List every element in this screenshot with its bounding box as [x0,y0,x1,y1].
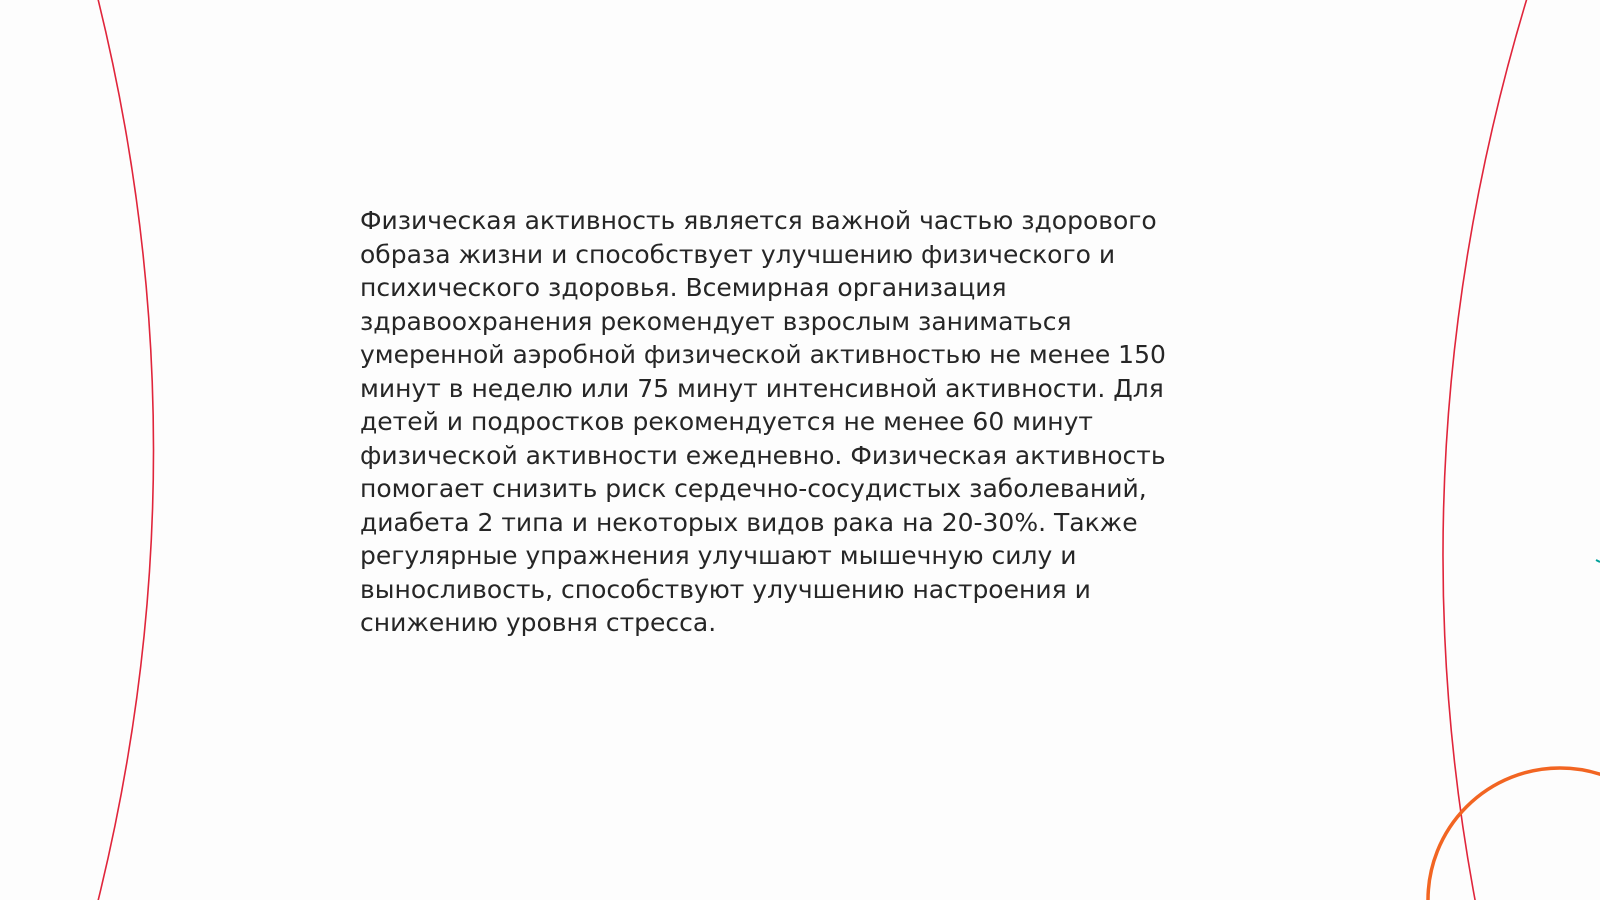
right-arc [1443,0,1528,900]
orange-circle [1428,768,1600,900]
left-arc [97,0,154,900]
body-paragraph: Физическая активность является важной частью здорового образа жизни и способствует улучшению физического и психического здоровья. Всемирная организация здравоохранения рекомендует взрослым заниматься умеренной аэробной физической активностью не менее 150 минут в неделю или 75 минут интенсивной активности. Для детей и подростков рекомендуется не менее 60 минут физической активности ежедневно. Физическая активность помогает снизить риск сердечно-сосудистых заболеваний, диабета 2 типа и некоторых видов рака на 20-30%. Также регулярные упражнения улучшают мышечную силу и выносливость, способствуют улучшению настроения и снижению уровня стресса. [360,206,1166,637]
teal-accent [1596,560,1600,562]
